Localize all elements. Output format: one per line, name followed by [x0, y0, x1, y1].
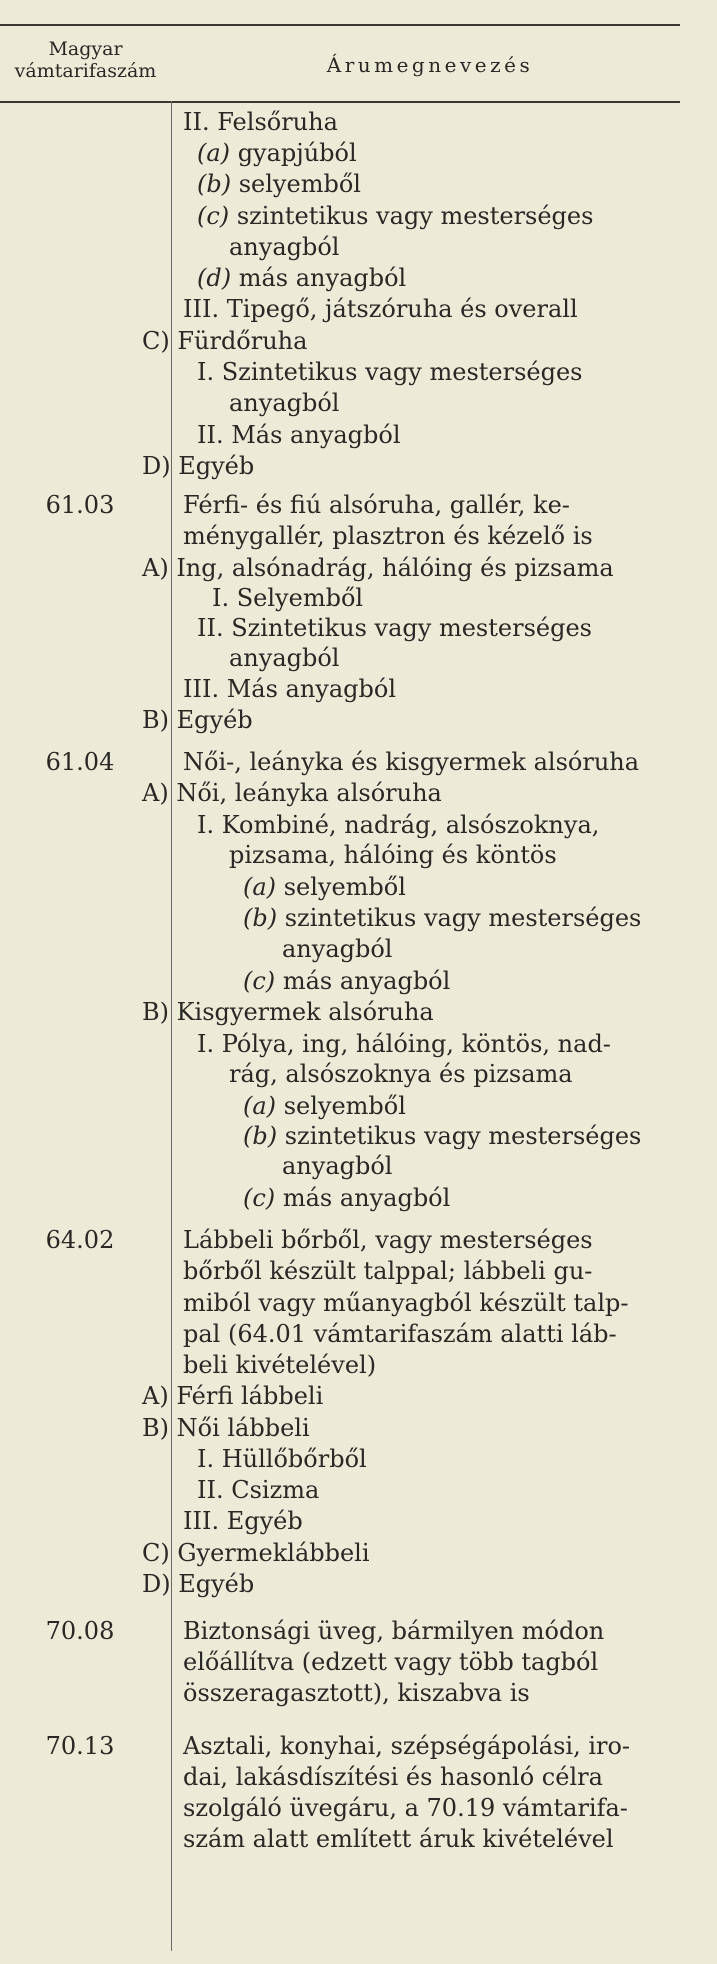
entry-line: B) Egyéb	[142, 706, 253, 734]
entry-line: Férfi- és fiú alsóruha, gallér, ke-	[183, 491, 570, 519]
entry-line: ménygallér, plasztron és kézelő is	[183, 522, 593, 550]
entry-line: III. Tipegő, játszóruha és overall	[183, 295, 578, 323]
entry-line: A) Férfi lábbeli	[142, 1382, 324, 1410]
entry-line: II. Csizma	[197, 1476, 320, 1504]
entry-line: előállítva (edzett vagy több tagból	[183, 1648, 599, 1676]
entry-line: szám alatt említett áruk kivételével	[183, 1825, 614, 1853]
entry-line: beli kivételével)	[183, 1351, 377, 1379]
tariff-code: 70.08	[45, 1617, 115, 1645]
entry-line: Biztonsági üveg, bármilyen módon	[183, 1617, 605, 1645]
entry-line: miból vagy műanyagból készült talp-	[183, 1289, 629, 1317]
entry-line: II. Más anyagból	[197, 421, 401, 449]
tariff-code: 61.03	[45, 491, 115, 519]
tariff-code: 64.02	[45, 1226, 115, 1254]
entry-line: II. Szintetikus vagy mesterséges	[197, 614, 592, 642]
entry-line: Lábbeli bőrből, vagy mesterséges	[183, 1226, 593, 1254]
entry-line: (d) más anyagból	[197, 264, 407, 292]
header-description-column: Árumegnevezés	[326, 53, 534, 77]
entry-line: III. Egyéb	[183, 1507, 303, 1535]
entry-line: pizsama, hálóing és köntös	[229, 841, 557, 869]
entry-line: (b) szintetikus vagy mesterséges	[243, 1122, 642, 1150]
entry-line: (b) szintetikus vagy mesterséges	[243, 904, 642, 932]
header-top-rule	[0, 24, 680, 26]
entry-line: pal (64.01 vámtarifaszám alatti láb-	[183, 1320, 617, 1348]
entry-line: I. Kombiné, nadrág, alsószoknya,	[197, 811, 600, 839]
entry-line: dai, lakásdíszítési és hasonló célra	[183, 1763, 603, 1791]
entry-line: B) Női lábbeli	[142, 1414, 310, 1442]
entry-line: anyagból	[282, 1152, 393, 1180]
entry-line: anyagból	[229, 644, 340, 672]
entry-line: B) Kisgyermek alsóruha	[142, 998, 434, 1026]
entry-line: (c) szintetikus vagy mesterséges	[197, 202, 594, 230]
entry-line: anyagból	[282, 935, 393, 963]
entry-line: rág, alsószoknya és pizsama	[229, 1060, 573, 1088]
entry-line: D) Egyéb	[142, 1570, 255, 1598]
entry-line: (a) selyemből	[243, 873, 406, 901]
entry-line: anyagból	[229, 389, 340, 417]
entry-line: (a) selyemből	[243, 1092, 406, 1120]
entry-line: A) Női, leányka alsóruha	[142, 779, 442, 807]
entry-line: (c) más anyagból	[243, 967, 451, 995]
header-code-line-1: Magyar	[48, 38, 123, 60]
entry-line: C) Gyermeklábbeli	[142, 1539, 370, 1567]
entry-line: I. Hüllőbőrből	[197, 1445, 367, 1473]
entry-line: A) Ing, alsónadrág, hálóing és pizsama	[142, 554, 614, 582]
entry-line: I. Szintetikus vagy mesterséges	[197, 358, 583, 386]
tariff-code: 61.04	[45, 748, 115, 776]
entry-line: (a) gyapjúból	[197, 139, 357, 167]
header-code-line-2: vámtarifaszám	[14, 60, 157, 82]
entry-line: összeragasztott), kiszabva is	[183, 1679, 530, 1707]
entry-line: bőrből készült talppal; lábbeli gu-	[183, 1257, 593, 1285]
entry-line: Asztali, konyhai, szépségápolási, iro-	[183, 1732, 631, 1760]
entry-line: Női-, leányka és kisgyermek alsóruha	[183, 748, 640, 776]
tariff-code: 70.13	[45, 1732, 115, 1760]
header-bottom-rule	[0, 101, 680, 103]
entry-line: III. Más anyagból	[183, 675, 397, 703]
entry-line: II. Felsőruha	[183, 108, 338, 136]
entry-line: I. Selyemből	[212, 584, 364, 612]
entry-line: C) Fürdőruha	[142, 327, 308, 355]
entry-line: anyagból	[229, 233, 340, 261]
entry-line: (c) más anyagból	[243, 1184, 451, 1212]
header-code-column	[0, 38, 171, 82]
entry-line: szolgáló üvegáru, a 70.19 vámtarifa-	[183, 1794, 628, 1822]
entry-line: I. Pólya, ing, hálóing, köntös, nad-	[197, 1030, 611, 1058]
entry-line: D) Egyéb	[142, 452, 255, 480]
entry-line: (b) selyemből	[197, 170, 361, 198]
